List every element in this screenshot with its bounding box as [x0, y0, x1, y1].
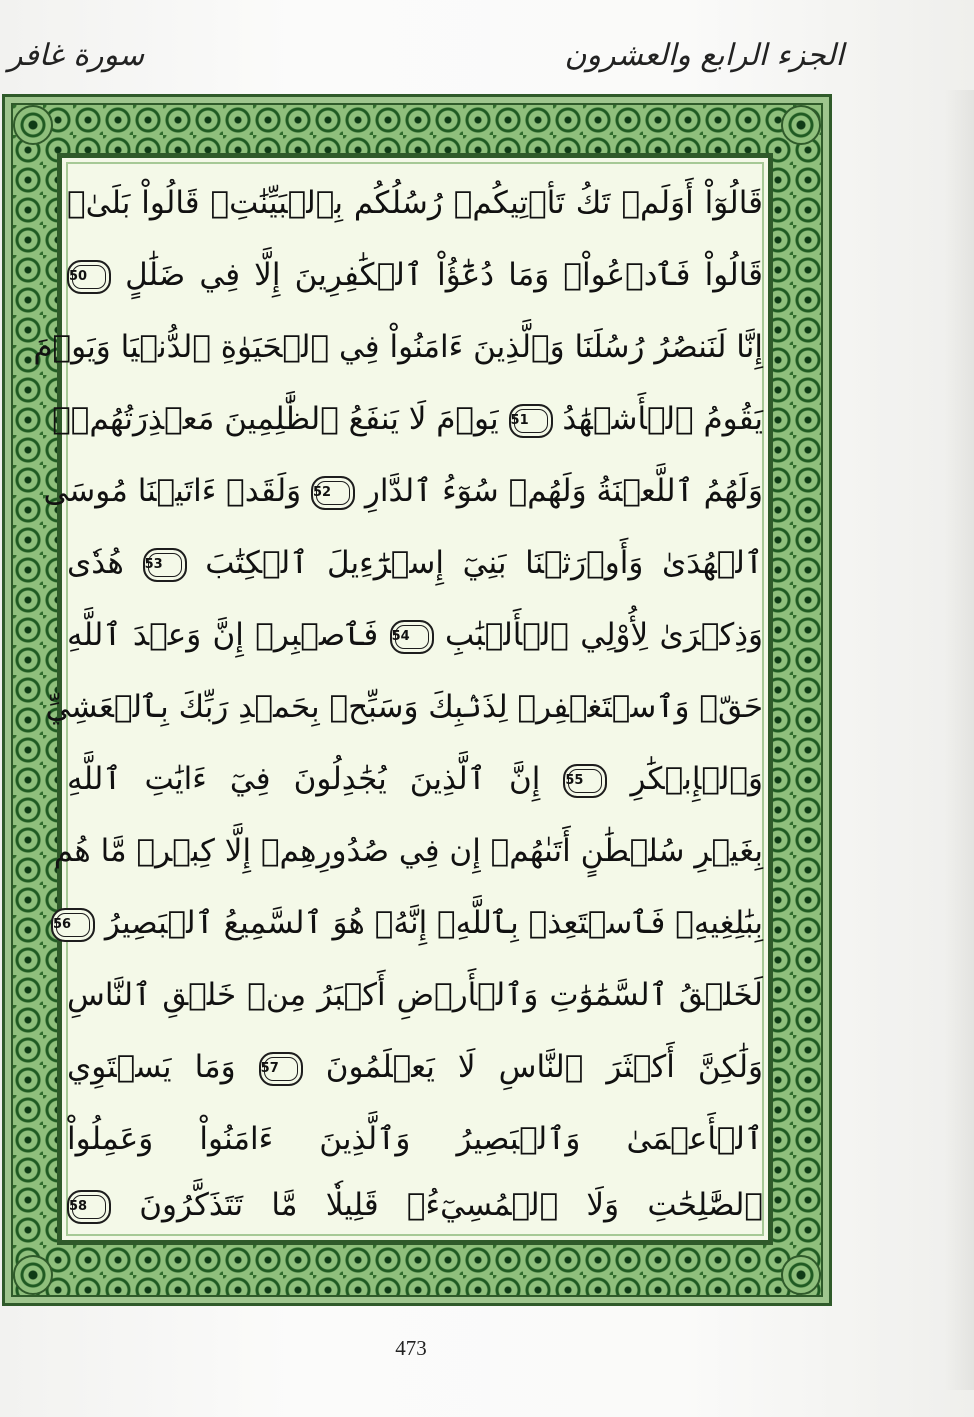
verse-text: بِغَيۡرِ سُلۡطَٰنٍ أَتَىٰهُمۡ إِن فِي صُدُورِهِمۡ إِلَّا كِبۡرٞ مَّا هُم — [53, 833, 763, 869]
corner-rosette-top-left — [13, 105, 53, 145]
verse-text: وَلَقَدۡ ءَاتَيۡنَا مُوسَى — [43, 473, 302, 509]
ayah-number-marker: 56 — [51, 908, 95, 942]
verse-text: بِبَٰلِغِيهِۚ فَٱسۡتَعِذۡ بِٱللَّهِۖ إِنَّهُۥ هُوَ ٱلسَّمِيعُ ٱلۡبَصِيرُ — [104, 905, 763, 941]
verse-text: حَقّٞ وَٱسۡتَغۡفِرۡ لِذَنۢبِكَ وَسَبِّحۡ بِحَمۡدِ رَبِّكَ بِٱلۡعَشِيِّ — [45, 689, 763, 725]
verse-line-14 — [67, 1103, 763, 1175]
page-header — [0, 28, 974, 88]
verse-text: يَوۡمَ لَا يَنفَعُ ٱلظَّٰلِمِينَ مَعۡذِرَتُهُمۡۖ — [52, 401, 499, 437]
verse-text: لَخَلۡقُ ٱلسَّمَٰوَٰتِ وَٱلۡأَرۡضِ أَكۡبَرُ مِنۡ خَلۡقِ ٱلنَّاسِ — [67, 977, 763, 1013]
verse-line-9 — [67, 743, 763, 815]
ornamental-frame — [2, 94, 832, 1306]
verse-text: ٱلۡهُدَىٰ وَأَوۡرَثۡنَا بَنِيٓ إِسۡرَٰٓءِيلَ ٱلۡكِتَٰبَ — [205, 545, 763, 581]
verse-line-4 — [52, 383, 763, 455]
verse-line-2 — [67, 239, 763, 311]
verse-line-7 — [67, 599, 763, 671]
verse-line-8 — [45, 671, 763, 743]
ayah-number-marker: 53 — [143, 548, 187, 582]
ayah-number-marker: 54 — [390, 620, 434, 654]
verse-text: إِنَّ ٱلَّذِينَ يُجَٰدِلُونَ فِيٓ ءَايَٰتِ ٱللَّهِ — [67, 761, 541, 797]
page-edge-shadow — [944, 90, 974, 1390]
corner-rosette-bottom-left — [13, 1255, 53, 1295]
verse-line-12 — [67, 959, 763, 1031]
verse-line-3 — [33, 311, 763, 383]
verse-line-5 — [43, 455, 763, 527]
verse-text-area — [33, 167, 764, 1237]
ayah-number-marker: 50 — [67, 260, 111, 294]
verse-text: هُدٗى — [67, 545, 124, 581]
verse-line-1 — [67, 167, 763, 239]
ayah-number-marker: 57 — [259, 1052, 303, 1086]
surah-title: سورة غافر — [8, 38, 145, 73]
verse-text: قَالُوٓاْ أَوَلَمۡ تَكُ تَأۡتِيكُمۡ رُسُلُكُم بِٱلۡبَيِّنَٰتِۖ قَالُواْ بَلَىٰۚ — [67, 185, 763, 221]
verse-text: وَمَا يَسۡتَوِي — [67, 1049, 236, 1085]
verse-line-10 — [53, 815, 763, 887]
verse-text: وَلَٰكِنَّ أَكۡثَرَ ٱلنَّاسِ لَا يَعۡلَمُونَ — [325, 1049, 763, 1085]
verse-text: ٱلۡأَعۡمَىٰ وَٱلۡبَصِيرُ وَٱلَّذِينَ ءَامَنُواْ وَعَمِلُواْ — [67, 1121, 763, 1157]
ayah-number-marker: 55 — [563, 764, 607, 798]
verse-text: إِنَّا لَنَنصُرُ رُسُلَنَا وَٱلَّذِينَ ءَامَنُواْ فِي ٱلۡحَيَوٰةِ ٱلدُّنۡيَا وَيَوۡمَ — [33, 329, 763, 365]
corner-rosette-top-right — [781, 105, 821, 145]
verse-text: ٱلصَّٰلِحَٰتِ وَلَا ٱلۡمُسِيٓءُۚ قَلِيلٗا مَّا تَتَذَكَّرُونَ — [139, 1187, 763, 1223]
verse-line-15 — [67, 1169, 763, 1241]
verse-line-13 — [67, 1031, 763, 1103]
verse-text: وَذِكۡرَىٰ لِأُوْلِي ٱلۡأَلۡبَٰبِ — [444, 617, 764, 653]
verse-line-6 — [67, 527, 763, 599]
ayah-number-marker: 52 — [311, 476, 355, 510]
verse-text: وَٱلۡإِبۡكَٰرِ — [630, 761, 763, 797]
verse-text: يَقُومُ ٱلۡأَشۡهَٰدُ — [562, 401, 763, 437]
ayah-number-marker: 58 — [67, 1190, 111, 1224]
juz-title: الجزء الرابع والعشرون — [564, 38, 844, 73]
verse-text: فَٱصۡبِرۡ إِنَّ وَعۡدَ ٱللَّهِ — [67, 617, 379, 653]
verse-text: قَالُواْ فَٱدۡعُواْۗ وَمَا دُعَٰٓؤُاْ ٱلۡكَٰفِرِينَ إِلَّا فِي ضَلَٰلٍ — [125, 257, 763, 293]
verse-text: وَلَهُمُ ٱللَّعۡنَةُ وَلَهُمۡ سُوٓءُ ٱلدَّارِ — [364, 473, 763, 509]
corner-rosette-bottom-right — [781, 1255, 821, 1295]
page-number: 473 — [395, 1336, 427, 1360]
verse-line-11 — [52, 887, 763, 959]
ayah-number-marker: 51 — [509, 404, 553, 438]
